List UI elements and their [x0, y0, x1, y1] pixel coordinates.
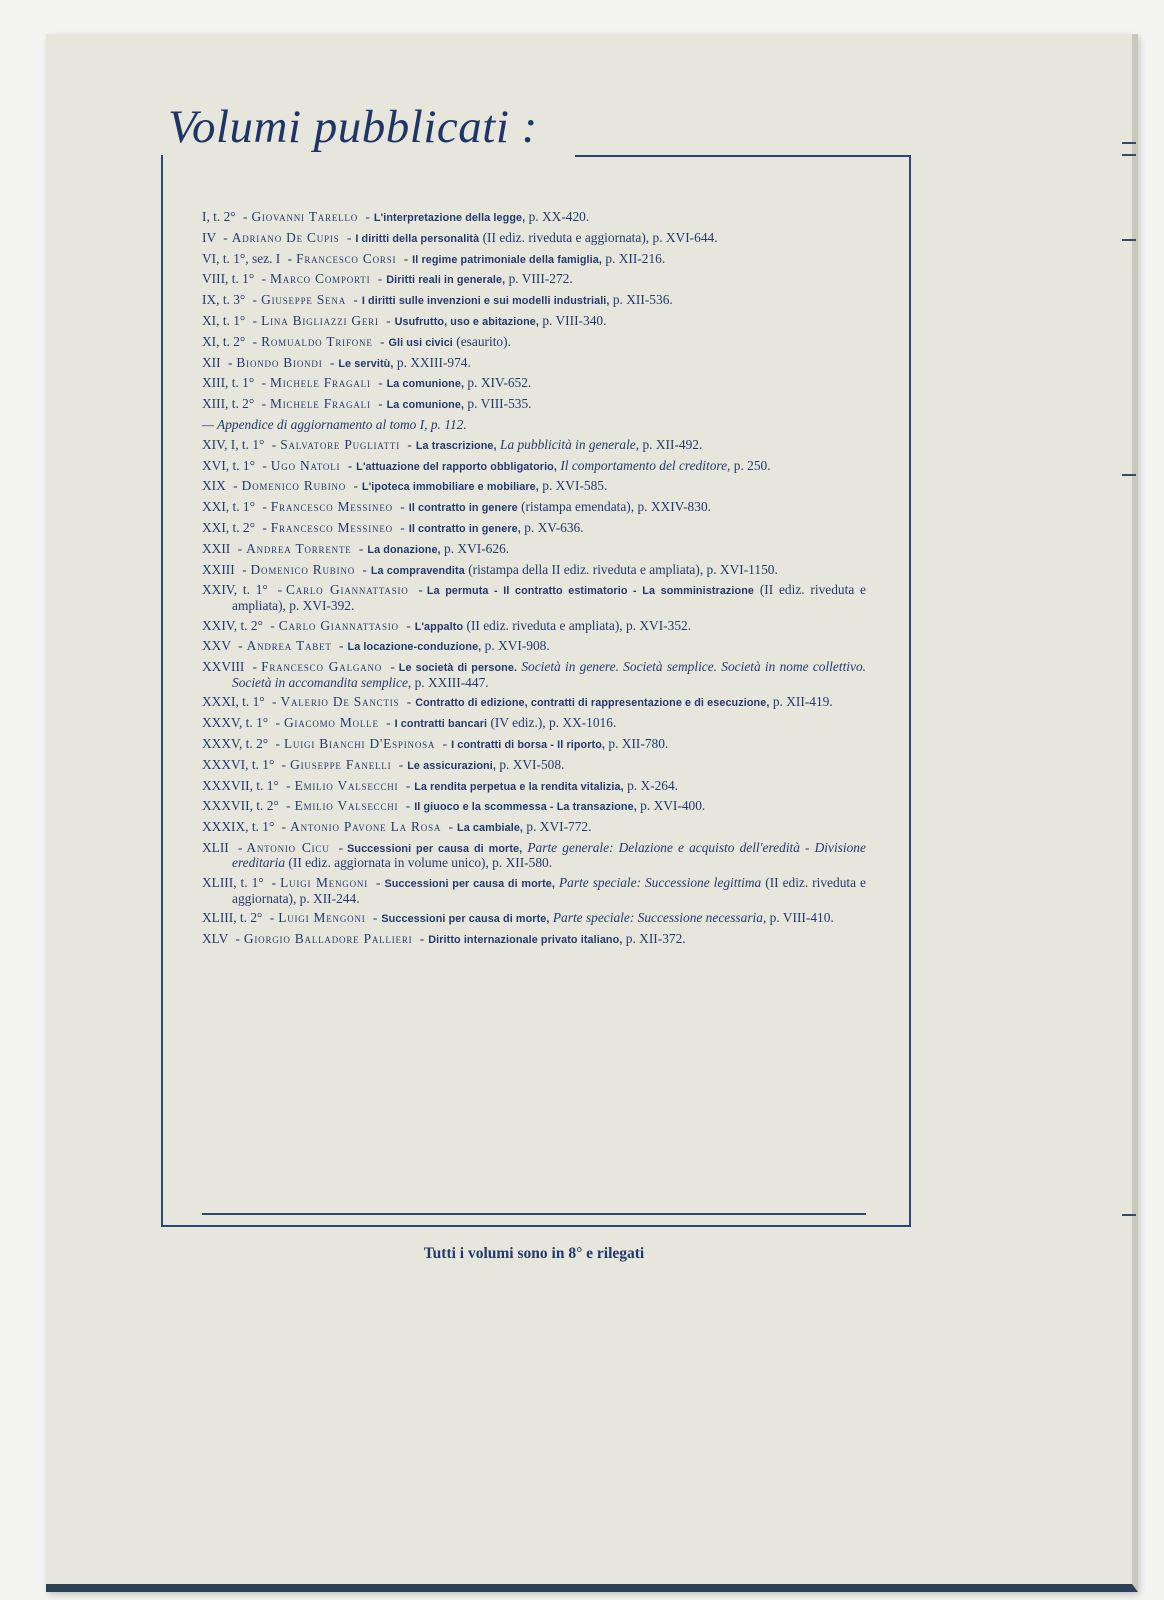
volume-number: XIII, t. 2° — [202, 396, 255, 412]
separator-dash: - — [271, 875, 277, 891]
author-name: Domenico Rubino — [250, 561, 355, 577]
volume-number: VI, t. 1°, sez. I — [202, 250, 281, 266]
volume-number: XI, t. 2° — [202, 333, 246, 349]
volume-number: XXXVI, t. 1° — [202, 756, 275, 772]
separator-dash: - — [252, 659, 258, 675]
appendix-entry — [202, 418, 866, 432]
separator-dash: - — [281, 819, 287, 835]
volume-number: I, t. 2° — [202, 209, 236, 224]
volume-number: XXXIX, t. 1° — [202, 819, 275, 835]
edition-pages: p. XX-420. — [528, 209, 590, 224]
separator-dash: - — [227, 354, 233, 370]
author-name: Carlo Giannattasio — [286, 582, 409, 598]
separator-dash: - — [419, 931, 425, 947]
separator-dash: - — [242, 209, 248, 224]
separator-dash: - — [362, 561, 367, 577]
volume-entry — [202, 820, 866, 835]
separator-dash: - — [378, 375, 383, 391]
edition-pages: p. 250. — [733, 457, 771, 473]
separator-dash: - — [448, 819, 454, 835]
separator-dash: - — [353, 478, 358, 494]
separator-dash: - — [286, 798, 291, 814]
volume-entry — [202, 272, 866, 287]
spine-notch — [1122, 474, 1136, 476]
work-title: I diritti della personalità — [355, 232, 480, 245]
work-title: Gli usi civici — [388, 336, 453, 349]
volume-entry — [202, 660, 866, 690]
separator-dash: - — [406, 617, 411, 633]
work-title: Diritto internazionale privato italiano, — [428, 934, 623, 947]
volume-number: XXXV, t. 2° — [202, 735, 269, 751]
spine-notch — [1122, 142, 1136, 144]
author-name: Marco Comporti — [270, 271, 371, 287]
separator-dash: - — [378, 396, 383, 412]
volume-number: XXI, t. 2° — [202, 519, 255, 535]
separator-dash: - — [358, 540, 364, 556]
edition-pages: p. XVI-585. — [542, 478, 608, 494]
volume-number: XIV, I, t. 1° — [202, 436, 265, 452]
separator-dash: - — [272, 694, 277, 710]
edition-pages: p. XXIII-974. — [396, 354, 471, 370]
author-name: Giuseppe Sena — [261, 292, 346, 308]
edition-pages: (IV ediz.), p. XX-1016. — [490, 715, 617, 731]
edition-pages: p. XIV-652. — [467, 375, 532, 391]
edition-pages: p. XII-780. — [608, 735, 669, 751]
volume-entry — [202, 210, 866, 225]
author-name: Luigi Mengoni — [278, 910, 366, 926]
work-title: Il regime patrimoniale della famiglia, — [412, 253, 602, 266]
work-title: La trascrizione, — [415, 439, 497, 452]
volume-entry — [202, 758, 866, 773]
work-title: Il contratto in genere — [408, 502, 518, 515]
separator-dash: - — [390, 659, 395, 675]
work-title: La permuta - Il contratto estimatorio - La somministrazione — [426, 585, 755, 598]
volume-number: XXV — [202, 638, 231, 654]
work-title: La comunione, — [386, 399, 465, 412]
volume-list — [202, 210, 866, 953]
volume-entry — [202, 314, 866, 329]
work-subtitle: Il comportamento del creditore, — [560, 457, 731, 473]
author-name: Giovanni Tarello — [251, 209, 359, 224]
separator-dash: - — [262, 499, 267, 515]
separator-dash: - — [377, 271, 383, 287]
work-subtitle: Parte generale: Delazione e acquisto dell'eredità - Divisione ereditaria — [232, 839, 866, 871]
edition-pages: p. XVI-626. — [444, 540, 510, 556]
work-title: Il giuoco e la scommessa - La transazione, — [414, 801, 637, 814]
separator-dash: - — [262, 519, 267, 535]
volume-entry — [202, 639, 866, 654]
work-title: L'interpretazione della legge, — [373, 212, 526, 224]
author-name: Francesco Corsi — [296, 250, 397, 266]
volume-entry — [202, 799, 866, 814]
edition-pages: p. XV-636. — [524, 519, 584, 535]
author-name: Giorgio Balladore Pallieri — [243, 931, 413, 947]
volume-number: XLIII, t. 2° — [202, 910, 263, 926]
author-name: Carlo Giannattasio — [278, 617, 399, 633]
author-name: Biondo Biondi — [236, 354, 323, 370]
work-title: Diritti reali in generale, — [386, 274, 506, 287]
separator-dash: - — [405, 777, 411, 793]
edition-pages: p. XII-216. — [605, 250, 666, 266]
separator-dash: - — [270, 617, 275, 633]
separator-dash: - — [252, 333, 258, 349]
volume-number: XXXVII, t. 1° — [202, 777, 279, 793]
separator-dash: - — [271, 436, 277, 452]
author-name: Valerio De Sanctis — [280, 694, 400, 710]
footer-note: Tutti i volumi sono in 8° e rilegati — [423, 1245, 645, 1262]
work-title: Successioni per causa di morte, — [347, 842, 523, 855]
volume-entry — [202, 293, 866, 308]
volume-number: XXXI, t. 1° — [202, 694, 265, 710]
separator-dash: - — [237, 839, 243, 855]
edition-pages: p. XVI-772. — [526, 819, 592, 835]
edition-pages: (II ediz. riveduta e ampliata), p. XVI-392. — [232, 582, 867, 613]
author-name: Antonio Pavone La Rosa — [290, 819, 442, 835]
work-title: I contratti bancari — [394, 718, 488, 731]
separator-dash: - — [418, 582, 423, 598]
author-name: Domenico Rubino — [241, 478, 347, 494]
volume-number: VIII, t. 1° — [202, 271, 255, 287]
separator-dash: - — [407, 436, 412, 452]
author-name: Ugo Natoli — [270, 457, 341, 473]
volume-entry — [202, 911, 866, 926]
separator-dash: - — [405, 798, 411, 814]
volume-number: IX, t. 3° — [202, 292, 246, 308]
separator-dash: - — [380, 333, 385, 349]
volume-number: XII — [202, 354, 221, 370]
author-name: Salvatore Pugliatti — [280, 436, 400, 452]
volume-number: XIX — [202, 478, 226, 494]
author-name: Francesco Galgano — [261, 659, 383, 675]
volume-number: XXII — [202, 540, 231, 556]
author-name: Luigi Bianchi D'Espinosa — [283, 735, 436, 751]
edition-pages: p. VIII-410. — [769, 910, 834, 926]
author-name: Antonio Cicu — [246, 839, 330, 855]
work-title: La compravendita — [370, 564, 465, 577]
separator-dash: - — [261, 375, 267, 391]
frame-top-rule — [575, 155, 909, 157]
edition-pages: p. VIII-340. — [542, 312, 607, 328]
volume-entry — [202, 695, 866, 710]
volume-entry — [202, 500, 866, 515]
author-name: Francesco Messineo — [270, 499, 393, 515]
edition-pages: p. X-264. — [627, 777, 679, 793]
work-title: Successioni per causa di morte, — [381, 913, 550, 926]
volume-entry — [202, 716, 866, 731]
separator-dash: - — [269, 910, 275, 926]
spine-notch — [1122, 239, 1136, 241]
edition-pages: p. XII-419. — [772, 694, 833, 710]
work-title: La comunione, — [386, 378, 465, 391]
work-title: La rendita perpetua e la rendita vitalizia, — [414, 780, 624, 793]
volume-number: IV — [202, 229, 216, 245]
separator-dash: - — [242, 561, 247, 577]
separator-dash: - — [406, 694, 412, 710]
author-name: Andrea Torrente — [246, 540, 352, 556]
work-title: La locazione-conduzione, — [347, 641, 482, 654]
volume-entry — [202, 619, 866, 634]
author-name: Emilio Valsecchi — [294, 798, 399, 814]
volume-entry — [202, 521, 866, 536]
volume-number: XXVIII — [202, 659, 245, 675]
edition-pages: p. XXIII-447. — [414, 674, 489, 690]
separator-dash: - — [261, 396, 267, 412]
work-title: Successioni per causa di morte, — [384, 878, 556, 891]
separator-dash: - — [398, 756, 404, 772]
separator-dash: - — [386, 715, 391, 731]
author-name: Giuseppe Fanelli — [290, 756, 392, 772]
work-subtitle: Parte speciale: Successione necessaria, — [552, 910, 767, 926]
edition-pages: (II ediz. riveduta e aggiornata), p. XVI-644. — [482, 229, 718, 245]
separator-dash: - — [223, 229, 228, 245]
work-title: L'appalto — [414, 620, 464, 633]
separator-dash: - — [235, 931, 240, 947]
volume-entry — [202, 779, 866, 794]
volume-entry — [202, 356, 866, 371]
volume-number: XI, t. 1° — [202, 312, 246, 328]
volume-entry — [202, 438, 866, 453]
volume-entry — [202, 479, 866, 494]
edition-pages: p. XII-536. — [612, 292, 673, 308]
separator-dash: - — [287, 250, 293, 266]
separator-dash: - — [237, 540, 243, 556]
separator-dash: - — [400, 519, 405, 535]
volume-number: XLII — [202, 839, 229, 855]
volume-entry — [202, 459, 866, 474]
edition-pages: p. XVI-400. — [640, 798, 706, 814]
author-name: Luigi Mengoni — [280, 875, 368, 891]
separator-dash: - — [339, 638, 344, 654]
separator-dash: - — [238, 638, 243, 654]
separator-dash: - — [442, 735, 448, 751]
author-name: Lina Bigliazzi Geri — [261, 312, 379, 328]
edition-pages: (II ediz. riveduta e ampliata), p. XVI-352. — [466, 617, 692, 633]
work-title: La cambiale, — [457, 822, 524, 835]
separator-dash: - — [375, 875, 381, 891]
work-title: Le servitù, — [338, 357, 394, 370]
author-name: Giacomo Molle — [283, 715, 379, 731]
volume-entry — [202, 737, 866, 752]
volume-number: XVI, t. 1° — [202, 457, 255, 473]
separator-dash: - — [353, 292, 358, 308]
separator-dash: - — [286, 777, 291, 793]
separator-dash: - — [403, 250, 409, 266]
separator-dash: - — [275, 735, 280, 751]
separator-dash: - — [346, 229, 352, 245]
separator-dash: - — [252, 292, 258, 308]
author-name: Michele Fragali — [270, 375, 371, 391]
volume-entry — [202, 542, 866, 557]
bottom-rule — [202, 1213, 866, 1215]
volume-entry — [202, 932, 866, 947]
volume-entry — [202, 876, 866, 906]
author-name: Andrea Tabet — [246, 638, 332, 654]
separator-dash: - — [347, 457, 353, 473]
edition-pages: p. XII-492. — [642, 436, 703, 452]
work-subtitle: Società in genere. Società semplice. Società in nome collettivo. Società in accomandita semplice, — [232, 659, 866, 690]
separator-dash: - — [275, 715, 280, 731]
work-title: Usufrutto, uso e abitazione, — [394, 315, 539, 328]
separator-dash: - — [261, 271, 267, 287]
separator-dash: - — [252, 312, 258, 328]
separator-dash: - — [233, 478, 238, 494]
volume-number: XXIV, t. 1° — [202, 582, 268, 598]
volume-entry — [202, 335, 866, 350]
edition-pages: p. VIII-272. — [508, 271, 573, 287]
page-title: Volumi pubblicati : — [168, 101, 538, 153]
volume-number: XXXV, t. 1° — [202, 715, 269, 731]
separator-dash: - — [277, 582, 283, 598]
edition-pages: p. XVI-508. — [499, 756, 565, 772]
work-subtitle: Parte speciale: Successione legittima — [558, 875, 762, 891]
edition-pages: p. XVI-908. — [484, 638, 550, 654]
author-name: Adriano De Cupis — [231, 229, 340, 245]
separator-dash: - — [386, 312, 391, 328]
work-title: I diritti sulle invenzioni e sui modelli industriali, — [361, 295, 610, 308]
edition-pages: (esaurito). — [456, 333, 511, 349]
spine-notch — [1122, 154, 1136, 156]
separator-dash: - — [400, 499, 405, 515]
edition-pages: (II ediz. riveduta e aggiornata), p. XII-244. — [232, 875, 866, 906]
appendix-text: — Appendice di aggiornamento al tomo I, p. 112. — [202, 416, 467, 432]
separator-dash: - — [372, 910, 378, 926]
volume-number: XXXVII, t. 2° — [202, 798, 279, 814]
volume-number: XIII, t. 1° — [202, 375, 255, 391]
volume-number: XXI, t. 1° — [202, 499, 255, 515]
separator-dash: - — [281, 756, 287, 772]
work-title: Le assicurazioni, — [407, 759, 496, 772]
volume-entry — [202, 583, 866, 613]
work-title: I contratti di borsa - Il riporto, — [451, 738, 606, 751]
author-name: Emilio Valsecchi — [294, 777, 399, 793]
volume-number: XLV — [202, 931, 229, 947]
separator-dash: - — [329, 354, 335, 370]
edition-pages: p. XII-372. — [625, 931, 686, 947]
volume-entry — [202, 231, 866, 246]
volume-entry — [202, 397, 866, 412]
work-title: La donazione, — [367, 543, 441, 556]
separator-dash: - — [338, 839, 344, 855]
volume-entry — [202, 376, 866, 391]
work-title: Il contratto in genere, — [408, 522, 521, 535]
volume-number: XXIII — [202, 561, 235, 577]
work-subtitle: La pubblicità in generale, — [500, 436, 640, 452]
volume-entry — [202, 252, 866, 267]
work-title: Contratto di edizione, contratti di rappresentazione e di esecuzione, — [415, 697, 770, 710]
work-title: L'ipoteca immobiliare e mobiliare, — [361, 481, 539, 494]
edition-pages: (ristampa della II ediz. riveduta e ampliata), p. XVI-1150. — [468, 561, 778, 577]
work-title: L'attuazione del rapporto obbligatorio, — [356, 460, 557, 473]
separator-dash: - — [365, 209, 370, 224]
volume-entry — [202, 841, 866, 871]
work-title: Le società di persone. — [398, 662, 518, 675]
author-name: Francesco Messineo — [270, 519, 393, 535]
volume-number: XLIII, t. 1° — [202, 875, 264, 891]
volume-entry — [202, 563, 866, 578]
separator-dash: - — [262, 457, 267, 473]
spine-notch — [1122, 1214, 1136, 1216]
volume-number: XXIV, t. 2° — [202, 617, 263, 633]
author-name: Romualdo Trifone — [261, 333, 373, 349]
edition-pages: p. VIII-535. — [467, 396, 532, 412]
author-name: Michele Fragali — [270, 396, 371, 412]
edition-pages: (ristampa emendata), p. XXIV-830. — [521, 499, 711, 515]
edition-pages: (II ediz. aggiornata in volume unico), p. XII-580. — [288, 855, 553, 871]
